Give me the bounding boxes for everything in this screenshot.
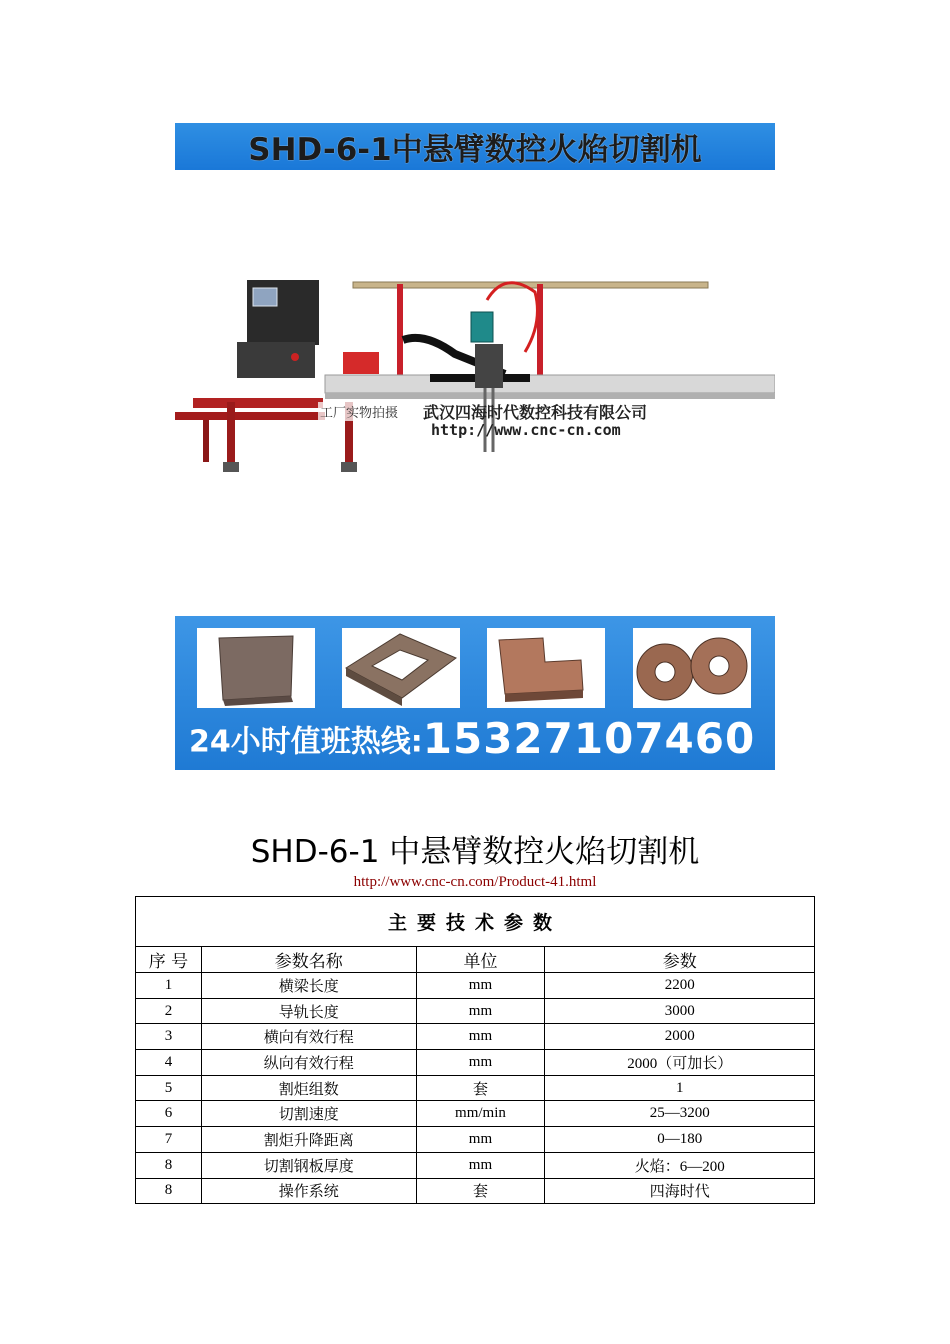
sample-plate-image	[197, 628, 315, 708]
column-header-value: 参数	[545, 947, 815, 973]
row-seq: 1	[136, 973, 202, 999]
row-value: 火焰：6—200	[545, 1152, 815, 1178]
row-name: 割炬组数	[201, 1075, 416, 1101]
row-seq: 4	[136, 1050, 202, 1076]
column-header-unit: 单位	[416, 947, 545, 973]
row-value: 四海时代	[545, 1178, 815, 1204]
machine-photo	[175, 262, 775, 487]
row-name: 切割钢板厚度	[201, 1152, 416, 1178]
table-row	[136, 1075, 815, 1101]
banner-title: SHD-6-1中悬臂数控火焰切割机	[248, 132, 702, 168]
hotline-label: 24小时值班热线:	[189, 724, 423, 760]
row-seq: 2	[136, 998, 202, 1024]
photo-watermark-label: 工厂实物拍摄	[318, 402, 400, 421]
row-name: 操作系统	[201, 1178, 416, 1204]
row-name: 导轨长度	[201, 998, 416, 1024]
row-seq: 5	[136, 1075, 202, 1101]
table-row	[136, 1050, 815, 1076]
hotline	[189, 714, 755, 763]
row-seq: 3	[136, 1024, 202, 1050]
row-value: 1	[545, 1075, 815, 1101]
sample-frame-image	[342, 628, 460, 708]
sample-bracket-image	[487, 628, 605, 708]
table-row	[136, 1127, 815, 1153]
row-seq: 6	[136, 1101, 202, 1127]
row-value: 25—3200	[545, 1101, 815, 1127]
row-seq: 8	[136, 1152, 202, 1178]
hotline-number: 15327107460	[422, 714, 756, 763]
column-header-name: 参数名称	[201, 947, 416, 973]
row-value: 2000	[545, 1024, 815, 1050]
spec-table	[135, 896, 815, 1204]
row-unit: mm	[416, 973, 545, 999]
machine-illustration	[175, 262, 775, 487]
table-row	[136, 1152, 815, 1178]
table-row	[136, 998, 815, 1024]
row-unit: mm	[416, 998, 545, 1024]
row-unit: 套	[416, 1178, 545, 1204]
photo-watermark-company: 武汉四海时代数控科技有限公司	[423, 403, 648, 422]
photo-watermark-url: http://www.cnc-cn.com	[431, 421, 621, 439]
row-unit: mm	[416, 1050, 545, 1076]
row-name: 割炬升降距离	[201, 1127, 416, 1153]
row-unit: mm/min	[416, 1101, 545, 1127]
row-seq: 8	[136, 1178, 202, 1204]
table-row	[136, 1024, 815, 1050]
row-name: 切割速度	[201, 1101, 416, 1127]
row-value: 2000（可加长）	[545, 1050, 815, 1076]
row-unit: mm	[416, 1152, 545, 1178]
row-value: 2200	[545, 973, 815, 999]
row-name: 横向有效行程	[201, 1024, 416, 1050]
product-link[interactable]: http://www.cnc-cn.com/Product-41.html	[353, 874, 597, 890]
column-header-seq: 序 号	[136, 947, 202, 973]
table-row	[136, 1101, 815, 1127]
document-title: SHD-6-1 中悬臂数控火焰切割机	[250, 834, 700, 870]
top-banner	[175, 123, 775, 170]
row-name: 纵向有效行程	[201, 1050, 416, 1076]
row-unit: mm	[416, 1127, 545, 1153]
table-row	[136, 973, 815, 999]
table-heading: 主要技术参数	[136, 897, 815, 947]
row-value: 3000	[545, 998, 815, 1024]
row-value: 0—180	[545, 1127, 815, 1153]
sample-rings-image	[633, 628, 751, 708]
row-seq: 7	[136, 1127, 202, 1153]
row-unit: 套	[416, 1075, 545, 1101]
row-unit: mm	[416, 1024, 545, 1050]
table-row	[136, 1178, 815, 1204]
row-name: 横梁长度	[201, 973, 416, 999]
samples-banner	[175, 616, 775, 770]
